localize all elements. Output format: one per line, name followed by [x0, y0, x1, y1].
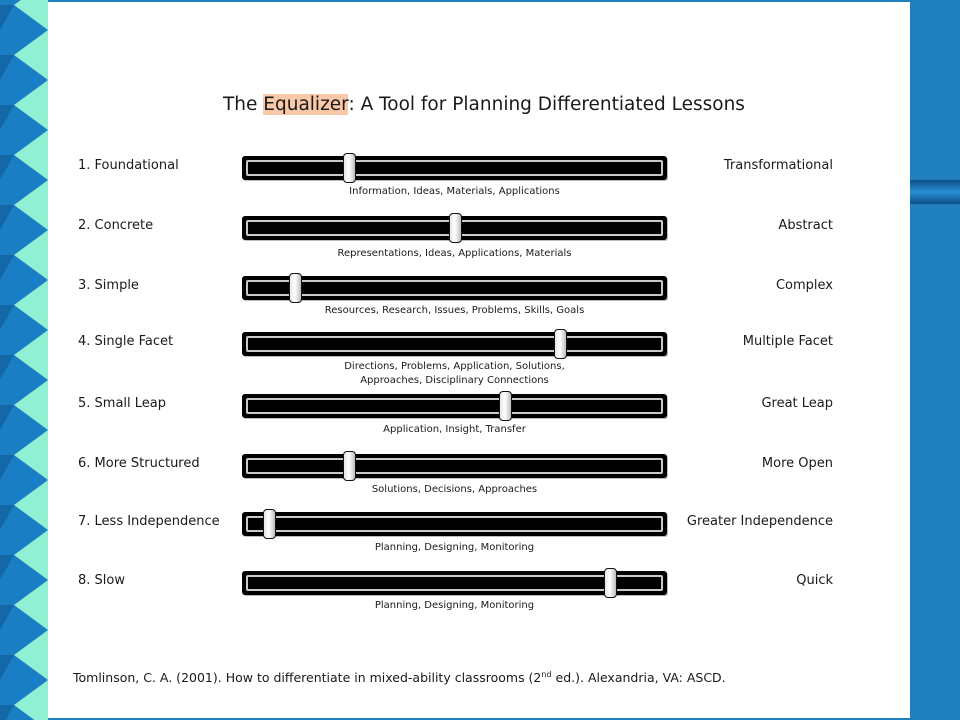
- caption-line: Application, Insight, Transfer: [383, 424, 526, 435]
- equalizer-slider[interactable]: [242, 216, 667, 240]
- equalizer-slider[interactable]: [242, 571, 667, 595]
- triangle-pattern: [0, 0, 48, 720]
- slider-caption: [242, 185, 667, 199]
- strip-shadow: [0, 505, 14, 530]
- left-decorative-strip: [0, 0, 48, 720]
- slider-knob[interactable]: [449, 213, 462, 243]
- strip-shadow: [0, 455, 14, 480]
- slider-track: [246, 458, 663, 474]
- slider-caption: [242, 423, 667, 437]
- strip-shadow: [0, 555, 14, 580]
- slider-knob[interactable]: [263, 509, 276, 539]
- caption-line: Information, Ideas, Materials, Applications: [349, 186, 560, 197]
- strip-triangle: [14, 80, 48, 130]
- caption-line: Solutions, Decisions, Approaches: [371, 484, 538, 495]
- document-panel: [48, 2, 910, 718]
- strip-triangle: [14, 430, 48, 480]
- strip-shadow: [0, 355, 14, 380]
- slider-caption: [242, 599, 667, 613]
- row-left-label: 3. Simple: [78, 278, 139, 293]
- row-right-label: Greater Independence: [686, 514, 833, 529]
- strip-shadow: [0, 305, 14, 330]
- caption-line: Representations, Ideas, Applications, Materials: [337, 248, 572, 259]
- strip-shadow: [0, 605, 14, 630]
- slider-knob[interactable]: [343, 153, 356, 183]
- caption-line: Directions, Problems, Application, Solutions,: [344, 361, 565, 372]
- row-left-label: 5. Small Leap: [78, 396, 167, 411]
- row-left-label: 1. Foundational: [78, 158, 179, 173]
- slider-caption: [242, 247, 667, 261]
- strip-shadow: [0, 155, 14, 180]
- row-left-label: 4. Single Facet: [78, 334, 174, 349]
- strip-shadow: [0, 5, 14, 30]
- citation-superscript: nd: [541, 670, 552, 679]
- slider-track: [246, 575, 663, 591]
- slider-knob[interactable]: [289, 273, 302, 303]
- slider-track: [246, 336, 663, 352]
- equalizer-slider[interactable]: [242, 394, 667, 418]
- right-decorative-bar: [910, 180, 960, 204]
- slider-knob[interactable]: [604, 568, 617, 598]
- title-suffix: : A Tool for Planning Differentiated Lessons: [348, 94, 745, 115]
- strip-triangle: [14, 480, 48, 530]
- slider-caption: [242, 304, 667, 318]
- strip-shadow: [0, 405, 14, 430]
- row-right-label: Abstract: [778, 218, 833, 233]
- equalizer-slider[interactable]: [242, 332, 667, 356]
- row-left-label: 2. Concrete: [78, 218, 154, 233]
- row-left-label: 8. Slow: [78, 573, 125, 588]
- row-right-label: Quick: [796, 573, 833, 588]
- slider-track: [246, 516, 663, 532]
- strip-triangle: [14, 230, 48, 280]
- caption-line: Planning, Designing, Monitoring: [374, 542, 535, 553]
- citation-text: Tomlinson, C. A. (2001). How to differentiate in mixed-ability classrooms (2: [73, 670, 542, 686]
- row-right-label: Great Leap: [761, 396, 833, 411]
- caption-line: Approaches, Disciplinary Connections: [360, 375, 549, 386]
- row-right-label: Complex: [775, 278, 833, 293]
- caption-line: Resources, Research, Issues, Problems, Skills, Goals: [324, 305, 585, 316]
- equalizer-slider[interactable]: [242, 454, 667, 478]
- strip-shadow: [0, 205, 14, 230]
- strip-triangle: [14, 380, 48, 430]
- row-right-label: More Open: [761, 456, 833, 471]
- equalizer-slider[interactable]: [242, 276, 667, 300]
- strip-shadow: [0, 655, 14, 680]
- strip-triangle: [14, 630, 48, 680]
- strip-shadow: [0, 105, 14, 130]
- slider-knob[interactable]: [343, 451, 356, 481]
- strip-triangle: [14, 30, 48, 80]
- row-left-label: 6. More Structured: [78, 456, 200, 471]
- strip-triangle: [14, 680, 48, 720]
- row-right-label: Transformational: [723, 158, 833, 173]
- slider-caption: [242, 360, 667, 388]
- strip-shadow: [0, 55, 14, 80]
- caption-line: Planning, Designing, Monitoring: [374, 600, 535, 611]
- strip-triangle: [14, 180, 48, 230]
- row-left-label: 7. Less Independence: [78, 514, 220, 529]
- title-prefix: The: [223, 94, 264, 115]
- strip-triangle: [14, 530, 48, 580]
- slider-caption: [242, 483, 667, 497]
- strip-triangle: [14, 330, 48, 380]
- slider-track: [246, 280, 663, 296]
- citation-text-end: ed.). Alexandria, VA: ASCD.: [551, 670, 726, 686]
- slider-track: [246, 398, 663, 414]
- strip-triangle: [14, 280, 48, 330]
- slider-caption: [242, 541, 667, 555]
- strip-triangle: [14, 130, 48, 180]
- row-right-label: Multiple Facet: [742, 334, 833, 349]
- slider-knob[interactable]: [499, 391, 512, 421]
- title-highlight: Equalizer: [263, 94, 349, 115]
- slider-knob[interactable]: [554, 329, 567, 359]
- slider-track: [246, 160, 663, 176]
- equalizer-slider[interactable]: [242, 512, 667, 536]
- strip-triangle: [14, 580, 48, 630]
- equalizer-slider[interactable]: [242, 156, 667, 180]
- strip-triangle: [14, 0, 48, 30]
- strip-shadow: [0, 705, 14, 720]
- citation: [73, 670, 726, 685]
- strip-shadow: [0, 255, 14, 280]
- page-title: [223, 94, 743, 115]
